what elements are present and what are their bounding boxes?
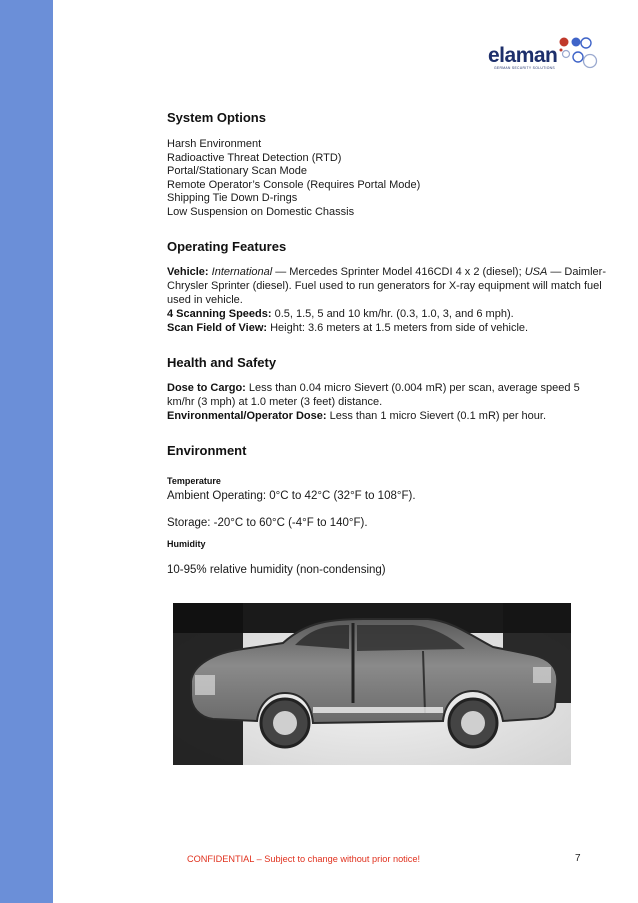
vehicle-usa: USA [524,266,548,278]
speeds-label: 4 Scanning Speeds: [167,308,272,320]
field-text: Height: 3.6 meters at 1.5 meters from side of vehicle. [267,322,529,334]
dose-to-cargo-paragraph [167,381,607,409]
system-options-list [167,138,420,220]
cargo-text: Less than 0.04 micro Sievert (0.004 mR) per scan, average speed 5 km/hr (3 mph) at 1.0 meter (3 feet) distance. [167,382,580,408]
cargo-label: Dose to Cargo: [167,382,246,394]
xray-car-image [173,603,571,765]
list-item: Remote Operator’s Console (Requires Portal Mode) [167,178,421,191]
page-number: 7 [575,853,581,864]
health-safety-heading: Health and Safety [167,355,277,370]
list-item: Portal/Stationary Scan Mode [167,165,308,178]
ambient-operating-text: Ambient Operating: 0°C to 42°C (32°F to 108°F). [167,490,416,502]
scan-field-line [167,321,607,335]
operating-features-heading: Operating Features [167,239,287,254]
scanning-speeds-line [167,307,607,321]
humidity-text: 10-95% relative humidity (non-condensing) [167,564,386,576]
vehicle-paragraph [167,265,607,307]
operator-text: Less than 1 micro Sievert (0.1 mR) per hour. [326,410,547,422]
vehicle-international: International [211,266,273,278]
temperature-subheading: Temperature [167,476,221,486]
elaman-logo [488,36,608,76]
environment-heading: Environment [167,443,247,458]
list-item: Radioactive Threat Detection (RTD) [167,151,342,164]
logo-wordmark: elaman [488,44,558,67]
vehicle-text-1: — Mercedes Sprinter Model 416CDI 4 x 2 (diesel); [272,266,525,278]
logo-tagline: GERMAN SECURITY SOLUTIONS [494,66,555,70]
system-options-heading: System Options [167,110,266,125]
vehicle-text-2: — Daimler-Chrysler Sprinter (diesel). Fuel used to run generators for X-ray equipment will match fuel used in vehicle. [167,266,606,306]
confidential-notice: CONFIDENTIAL – Subject to change without prior notice! [187,854,421,864]
operator-label: Environmental/Operator Dose: [167,410,327,422]
list-item: Harsh Environment [167,138,262,150]
left-color-band [0,0,53,903]
storage-text: Storage: -20°C to 60°C (-4°F to 140°F). [167,517,368,529]
list-item: Shipping Tie Down D-rings [167,192,298,205]
humidity-subheading: Humidity [167,539,206,549]
field-label: Scan Field of View: [167,322,268,334]
speeds-text: 0.5, 1.5, 5 and 10 km/hr. (0.3, 1.0, 3, and 6 mph). [271,308,514,320]
xray-car-illustration [173,603,571,765]
operator-dose-line [167,409,607,423]
logo-circles-icon [554,36,602,72]
list-item: Low Suspension on Domestic Chassis [167,205,355,218]
vehicle-label: Vehicle: [167,266,209,278]
